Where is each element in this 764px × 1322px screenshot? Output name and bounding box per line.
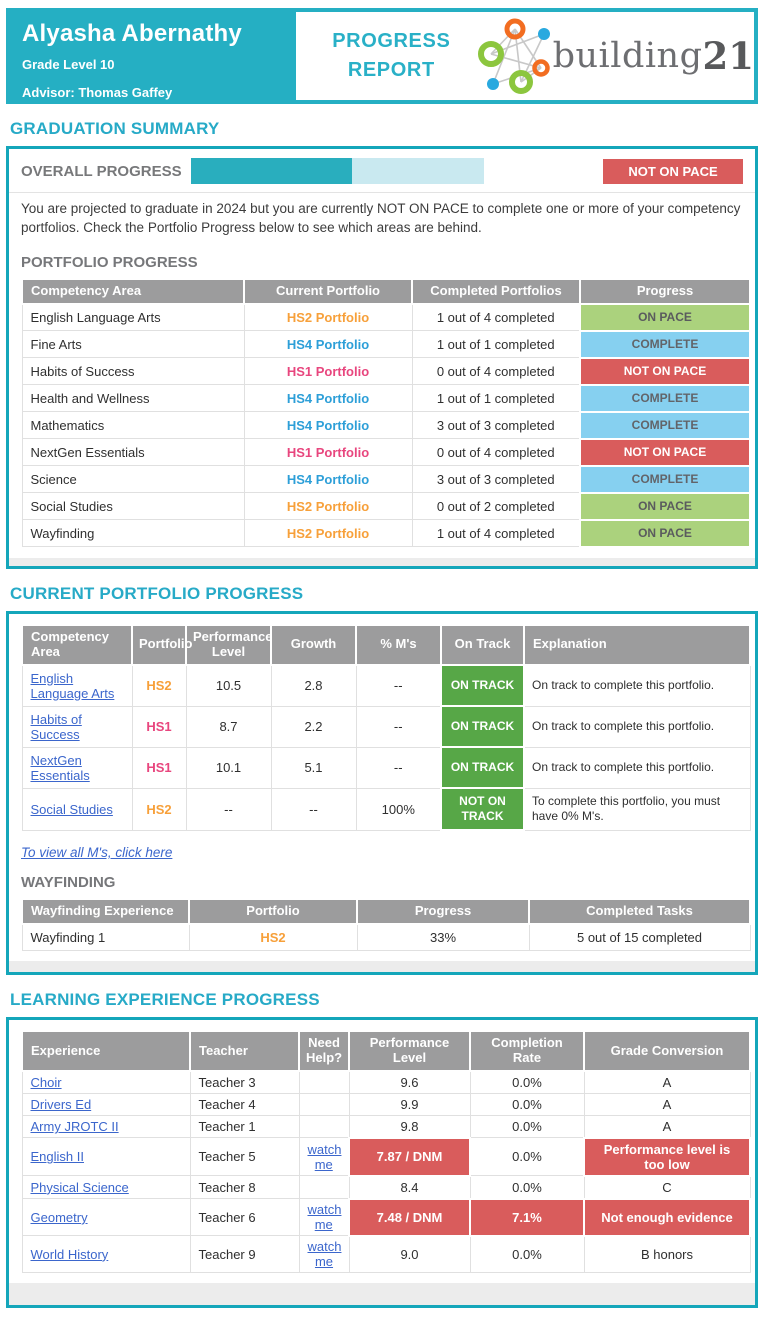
column-header-completed-tasks: Completed Tasks <box>529 899 750 924</box>
overall-progress-row <box>9 149 755 193</box>
on-track-badge: ON TRACK <box>441 706 524 747</box>
experience-cell <box>22 1093 190 1115</box>
performance-level-cell: 9.0 <box>349 1236 470 1273</box>
progress-cell: 33% <box>357 924 529 951</box>
competency-area-cell <box>22 788 132 830</box>
competency-area-cell <box>22 706 132 747</box>
column-header-need-help: Need Help? <box>299 1031 349 1071</box>
progress-status-badge: NOT ON PACE <box>580 439 750 466</box>
column-header-progress: Progress <box>357 899 529 924</box>
experience-link[interactable]: Drivers Ed <box>30 1096 92 1112</box>
on-track-badge: NOT ON TRACK <box>441 788 524 830</box>
completed-portfolios-cell: 1 out of 1 completed <box>412 385 580 412</box>
explanation-cell: On track to complete this portfolio. <box>524 665 750 707</box>
teacher-cell: Teacher 6 <box>190 1199 299 1236</box>
overall-progress-label: OVERALL PROGRESS <box>21 162 182 180</box>
current-portfolio-cell <box>244 331 412 358</box>
table-header-row <box>22 899 750 924</box>
progress-status-badge: ON PACE <box>580 304 750 331</box>
performance-level-cell: 9.8 <box>349 1115 470 1138</box>
performance-level-cell: 7.87 / DNM <box>349 1138 470 1176</box>
growth-cell: 5.1 <box>271 747 356 788</box>
completed-portfolios-cell: 0 out of 4 completed <box>412 439 580 466</box>
portfolio-label: HS2 Portfolio <box>286 498 370 514</box>
experience-cell <box>22 1115 190 1138</box>
building21-logo <box>471 16 754 96</box>
learning-experience-row <box>22 1093 750 1115</box>
progress-status-badge: ON PACE <box>580 520 750 547</box>
completed-portfolios-cell: 0 out of 4 completed <box>412 358 580 385</box>
explanation-cell: To complete this portfolio, you must have 0% M's. <box>524 788 750 830</box>
need-help-cell <box>299 1176 349 1199</box>
current-portfolio-cell <box>244 358 412 385</box>
portfolio-cell <box>132 788 186 830</box>
competency-area-cell: Health and Wellness <box>22 385 244 412</box>
percent-ms-cell: -- <box>356 665 441 707</box>
portfolio-label: HS1 <box>146 719 172 735</box>
watch-me-link[interactable]: watch me <box>307 1202 342 1233</box>
performance-level-cell: -- <box>186 788 271 830</box>
current-portfolio-cell <box>244 385 412 412</box>
portfolio-label: HS4 Portfolio <box>286 417 370 433</box>
report-title-line1: PROGRESS <box>332 30 451 52</box>
portfolio-progress-heading: PORTFOLIO PROGRESS <box>21 253 198 271</box>
teacher-cell: Teacher 4 <box>190 1093 299 1115</box>
column-header-current-portfolio: Current Portfolio <box>244 279 412 304</box>
column-header-portfolio: Portfolio <box>132 625 186 665</box>
teacher-cell: Teacher 5 <box>190 1138 299 1176</box>
progress-status-badge: NOT ON PACE <box>580 358 750 385</box>
experience-link[interactable]: World History <box>30 1246 109 1262</box>
view-all-ms-link[interactable]: To view all M's, click here <box>21 845 173 861</box>
portfolio-label: HS4 Portfolio <box>286 471 370 487</box>
experience-cell <box>22 1176 190 1199</box>
performance-level-cell: 10.1 <box>186 747 271 788</box>
portfolio-label: HS4 Portfolio <box>286 336 370 352</box>
column-header-growth: Growth <box>271 625 356 665</box>
on-track-badge: ON TRACK <box>441 665 524 707</box>
advisor: Advisor: Thomas Gaffey <box>22 85 173 100</box>
portfolio-progress-row <box>22 412 750 439</box>
current-portfolio-cell <box>244 493 412 520</box>
learning-experience-row <box>22 1071 750 1094</box>
wayfinding-heading: WAYFINDING <box>21 874 116 892</box>
wayfinding-table <box>21 898 751 951</box>
column-header-performance-level: Performance Level <box>186 625 271 665</box>
competency-area-cell: English Language Arts <box>22 304 244 331</box>
competency-area-link[interactable]: Social Studies <box>30 801 113 817</box>
graduation-summary-title: GRADUATION SUMMARY <box>10 119 220 138</box>
completed-portfolios-cell: 3 out of 3 completed <box>412 466 580 493</box>
grade-conversion-cell: C <box>584 1176 750 1199</box>
completion-rate-cell: 0.0% <box>470 1093 584 1115</box>
completion-rate-cell: 0.0% <box>470 1115 584 1138</box>
portfolio-cell <box>189 924 357 951</box>
progress-bar-secondary <box>352 158 484 184</box>
portfolio-label: HS1 Portfolio <box>286 363 370 379</box>
portfolio-label: HS2 Portfolio <box>286 309 370 325</box>
competency-area-link[interactable]: English Language Arts <box>30 670 115 701</box>
portfolio-progress-row <box>22 466 750 493</box>
portfolio-cell <box>132 747 186 788</box>
graduation-summary-description: You are projected to graduate in 2024 but you are currently NOT ON PACE to complete one or more of your competency portfolios. Check the Portfolio Progress below to see which areas are behind. <box>21 201 741 235</box>
column-header-experience: Experience <box>22 1031 190 1071</box>
experience-link[interactable]: English II <box>30 1149 84 1165</box>
grade-conversion-cell: Performance level is too low <box>584 1138 750 1176</box>
report-title-line2: REPORT <box>347 59 435 81</box>
competency-area-link[interactable]: Habits of Success <box>30 711 82 742</box>
table-header-row <box>22 625 750 665</box>
portfolio-label: HS2 <box>146 801 172 817</box>
competency-area-cell: Science <box>22 466 244 493</box>
need-help-cell <box>299 1071 349 1094</box>
column-header-completion-rate: Completion Rate <box>470 1031 584 1071</box>
watch-me-link[interactable]: watch me <box>307 1239 342 1270</box>
column-header-completed-portfolios: Completed Portfolios <box>412 279 580 304</box>
learning-experience-row <box>22 1236 750 1273</box>
explanation-cell: On track to complete this portfolio. <box>524 706 750 747</box>
table-header-row <box>22 1031 750 1071</box>
progress-status-badge: COMPLETE <box>580 466 750 493</box>
grade-conversion-cell: Not enough evidence <box>584 1199 750 1236</box>
grade-conversion-cell: A <box>584 1115 750 1138</box>
current-portfolio-cell <box>244 466 412 493</box>
learning-experience-row <box>22 1138 750 1176</box>
explanation-cell: On track to complete this portfolio. <box>524 747 750 788</box>
need-help-cell <box>299 1138 349 1176</box>
current-portfolio-box <box>6 611 758 975</box>
wayfinding-row <box>22 924 750 951</box>
portfolio-cell <box>132 665 186 707</box>
experience-cell <box>22 1071 190 1094</box>
completed-tasks-cell: 5 out of 15 completed <box>529 924 750 951</box>
percent-ms-cell: -- <box>356 747 441 788</box>
progress-bar-fill <box>191 158 352 184</box>
portfolio-label: HS2 <box>260 930 286 946</box>
column-header-teacher: Teacher <box>190 1031 299 1071</box>
current-portfolio-cell <box>244 439 412 466</box>
box-footer-strip <box>9 1283 755 1305</box>
box-footer-strip <box>9 558 755 566</box>
completed-portfolios-cell: 0 out of 2 completed <box>412 493 580 520</box>
experience-cell <box>22 1138 190 1176</box>
experience-link[interactable]: Army JROTC II <box>30 1119 119 1135</box>
column-header-grade-conversion: Grade Conversion <box>584 1031 750 1071</box>
column-header-wayfinding-experience: Wayfinding Experience <box>22 899 189 924</box>
completion-rate-cell: 0.0% <box>470 1071 584 1094</box>
performance-level-cell: 9.6 <box>349 1071 470 1094</box>
current-portfolio-cell <box>244 412 412 439</box>
need-help-cell <box>299 1236 349 1273</box>
performance-level-cell: 7.48 / DNM <box>349 1199 470 1236</box>
wayfinding-experience-cell: Wayfinding 1 <box>22 924 189 951</box>
logo-word: building <box>552 36 703 76</box>
current-portfolio-cell <box>244 304 412 331</box>
building21-network-icon <box>471 16 559 96</box>
growth-cell: 2.8 <box>271 665 356 707</box>
grade-conversion-cell: A <box>584 1093 750 1115</box>
box-footer-strip <box>9 961 755 972</box>
portfolio-label: HS1 Portfolio <box>286 444 370 460</box>
column-header-competency-area: Competency Area <box>22 625 132 665</box>
experience-cell <box>22 1236 190 1273</box>
completed-portfolios-cell: 1 out of 1 completed <box>412 331 580 358</box>
percent-ms-cell: -- <box>356 706 441 747</box>
portfolio-label: HS4 Portfolio <box>286 390 370 406</box>
progress-status-badge: COMPLETE <box>580 412 750 439</box>
learning-experience-table <box>21 1030 751 1273</box>
experience-cell <box>22 1199 190 1236</box>
report-title <box>322 27 461 85</box>
graduation-summary-box <box>6 146 758 569</box>
growth-cell: -- <box>271 788 356 830</box>
competency-area-cell: Mathematics <box>22 412 244 439</box>
portfolio-progress-row <box>22 385 750 412</box>
column-header-portfolio: Portfolio <box>189 899 357 924</box>
experience-link[interactable]: Choir <box>30 1074 62 1090</box>
current-portfolio-title: CURRENT PORTFOLIO PROGRESS <box>10 583 304 603</box>
student-info <box>6 8 296 104</box>
learning-experience-title: LEARNING EXPERIENCE PROGRESS <box>10 990 320 1010</box>
column-header-percent-ms: % M's <box>356 625 441 665</box>
competency-area-cell: Fine Arts <box>22 331 244 358</box>
learning-experience-row <box>22 1176 750 1199</box>
portfolio-progress-row <box>22 439 750 466</box>
completion-rate-cell: 0.0% <box>470 1176 584 1199</box>
performance-level-cell: 8.4 <box>349 1176 470 1199</box>
watch-me-link[interactable]: watch me <box>307 1141 342 1172</box>
percent-ms-cell: 100% <box>356 788 441 830</box>
competency-area-cell: NextGen Essentials <box>22 439 244 466</box>
learning-experience-row <box>22 1199 750 1236</box>
completion-rate-cell: 0.0% <box>470 1236 584 1273</box>
need-help-cell <box>299 1093 349 1115</box>
performance-level-cell: 8.7 <box>186 706 271 747</box>
completion-rate-cell: 0.0% <box>470 1138 584 1176</box>
performance-level-cell: 10.5 <box>186 665 271 707</box>
learning-experience-row <box>22 1115 750 1138</box>
portfolio-progress-row <box>22 304 750 331</box>
completion-rate-cell: 7.1% <box>470 1199 584 1236</box>
grade-level: Grade Level 10 <box>22 57 115 72</box>
competency-area-link[interactable]: NextGen Essentials <box>30 752 90 783</box>
column-header-on-track: On Track <box>441 625 524 665</box>
teacher-cell: Teacher 9 <box>190 1236 299 1273</box>
need-help-cell <box>299 1115 349 1138</box>
portfolio-label: HS2 <box>146 678 172 694</box>
column-header-performance-level: Performance Level <box>349 1031 470 1071</box>
competency-area-cell: Wayfinding <box>22 520 244 547</box>
portfolio-cell <box>132 706 186 747</box>
progress-status-badge: ON PACE <box>580 493 750 520</box>
competency-area-cell <box>22 747 132 788</box>
student-name: Alyasha Abernathy <box>22 20 242 47</box>
current-portfolio-row <box>22 706 750 747</box>
portfolio-progress-row <box>22 493 750 520</box>
grade-conversion-cell: B honors <box>584 1236 750 1273</box>
header-panel <box>296 12 754 100</box>
portfolio-progress-row <box>22 520 750 547</box>
learning-experience-box <box>6 1017 758 1308</box>
experience-link[interactable]: Physical Science <box>30 1179 129 1195</box>
completed-portfolios-cell: 3 out of 3 completed <box>412 412 580 439</box>
overall-status-badge: NOT ON PACE <box>603 159 743 184</box>
competency-area-cell: Habits of Success <box>22 358 244 385</box>
column-header-competency-area: Competency Area <box>22 279 244 304</box>
need-help-cell <box>299 1199 349 1236</box>
current-portfolio-row <box>22 665 750 707</box>
performance-level-cell: 9.9 <box>349 1093 470 1115</box>
overall-progress-bar <box>191 158 603 184</box>
completed-portfolios-cell: 1 out of 4 completed <box>412 520 580 547</box>
page-header <box>6 8 758 104</box>
portfolio-label: HS1 <box>146 760 172 776</box>
on-track-badge: ON TRACK <box>441 747 524 788</box>
portfolio-progress-table <box>21 278 751 548</box>
portfolio-progress-row <box>22 358 750 385</box>
column-header-progress: Progress <box>580 279 750 304</box>
current-portfolio-row <box>22 747 750 788</box>
competency-area-cell <box>22 665 132 707</box>
table-header-row <box>22 279 750 304</box>
logo-number: 21 <box>702 34 754 78</box>
completed-portfolios-cell: 1 out of 4 completed <box>412 304 580 331</box>
progress-status-badge: COMPLETE <box>580 331 750 358</box>
progress-status-badge: COMPLETE <box>580 385 750 412</box>
experience-link[interactable]: Geometry <box>30 1209 88 1225</box>
current-portfolio-cell <box>244 520 412 547</box>
portfolio-label: HS2 Portfolio <box>286 525 370 541</box>
competency-area-cell: Social Studies <box>22 493 244 520</box>
column-header-explanation: Explanation <box>524 625 750 665</box>
current-portfolio-table <box>21 624 751 831</box>
current-portfolio-row <box>22 788 750 830</box>
growth-cell: 2.2 <box>271 706 356 747</box>
teacher-cell: Teacher 1 <box>190 1115 299 1138</box>
portfolio-progress-row <box>22 331 750 358</box>
grade-conversion-cell: A <box>584 1071 750 1094</box>
teacher-cell: Teacher 8 <box>190 1176 299 1199</box>
teacher-cell: Teacher 3 <box>190 1071 299 1094</box>
